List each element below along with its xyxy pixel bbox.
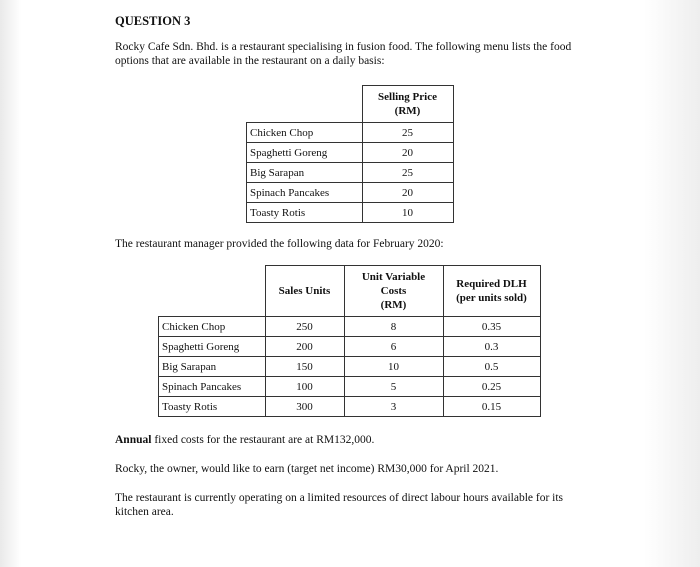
table-row xyxy=(247,183,454,203)
selling-price-header: Selling Price (RM) xyxy=(362,86,453,123)
target-income-paragraph: Rocky, the owner, would like to earn (target net income) RM30,000 for April 2021. xyxy=(115,463,499,475)
required-dlh-cell: 0.35 xyxy=(443,317,540,337)
sales-units-cell: 200 xyxy=(265,337,344,357)
table-row xyxy=(247,143,454,163)
product-name: Chicken Chop xyxy=(159,317,266,337)
menu-price-table xyxy=(246,85,454,223)
table-row xyxy=(159,397,541,417)
unit-variable-cost-cell: 5 xyxy=(344,377,443,397)
menu-item-name: Big Sarapan xyxy=(247,163,363,183)
menu-header-row xyxy=(247,86,454,123)
menu-item-price: 20 xyxy=(362,143,453,163)
unit-variable-cost-cell: 6 xyxy=(344,337,443,357)
product-name: Toasty Rotis xyxy=(159,397,266,417)
unit-variable-cost-cell: 10 xyxy=(344,357,443,377)
table-row xyxy=(247,203,454,223)
sales-units-cell: 100 xyxy=(265,377,344,397)
menu-item-price: 25 xyxy=(362,123,453,143)
menu-item-price: 20 xyxy=(362,183,453,203)
table-row xyxy=(247,163,454,183)
menu-item-name: Spaghetti Goreng xyxy=(247,143,363,163)
menu-item-name: Chicken Chop xyxy=(247,123,363,143)
february-data-table xyxy=(158,265,541,417)
table-row xyxy=(159,357,541,377)
product-name: Big Sarapan xyxy=(159,357,266,377)
sales-units-cell: 150 xyxy=(265,357,344,377)
unit-variable-cost-cell: 8 xyxy=(344,317,443,337)
sales-units-header: Sales Units xyxy=(265,266,344,317)
sales-units-cell: 250 xyxy=(265,317,344,337)
required-dlh-cell: 0.3 xyxy=(443,337,540,357)
table-row xyxy=(159,317,541,337)
menu-item-price: 25 xyxy=(362,163,453,183)
menu-item-name: Spinach Pancakes xyxy=(247,183,363,203)
sales-units-cell: 300 xyxy=(265,397,344,417)
table-row xyxy=(159,337,541,357)
annual-emphasis: Annual xyxy=(115,434,152,446)
required-dlh-cell: 0.25 xyxy=(443,377,540,397)
required-dlh-cell: 0.15 xyxy=(443,397,540,417)
product-name: Spaghetti Goreng xyxy=(159,337,266,357)
required-dlh-header: Required DLH (per units sold) xyxy=(443,266,540,317)
unit-variable-costs-header: Unit Variable Costs (RM) xyxy=(344,266,443,317)
table-row xyxy=(247,123,454,143)
intro-paragraph: Rocky Cafe Sdn. Bhd. is a restaurant specialising in fusion food. The following menu lists the food options that are available in the restaurant on a daily basis: xyxy=(115,41,572,67)
menu-item-name: Toasty Rotis xyxy=(247,203,363,223)
product-name: Spinach Pancakes xyxy=(159,377,266,397)
menu-item-price: 10 xyxy=(362,203,453,223)
unit-variable-cost-cell: 3 xyxy=(344,397,443,417)
constraint-paragraph: The restaurant is currently operating on a limited resources of direct labour hours available for its kitchen area. xyxy=(115,492,564,518)
fixed-costs-paragraph: Annual fixed costs for the restaurant are at RM132,000. xyxy=(115,434,375,446)
required-dlh-cell: 0.5 xyxy=(443,357,540,377)
table-row xyxy=(159,377,541,397)
data-intro-paragraph: The restaurant manager provided the following data for February 2020: xyxy=(115,238,444,250)
question-title: QUESTION 3 xyxy=(115,14,191,28)
data-header-row xyxy=(159,266,541,317)
